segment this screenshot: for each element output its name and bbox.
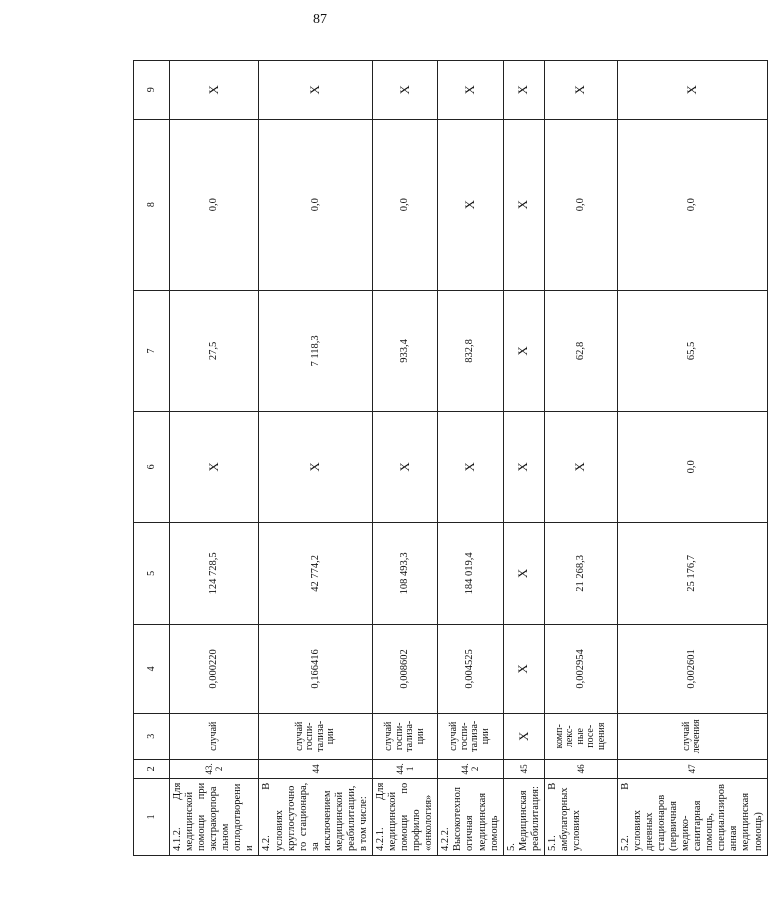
row-title-text: 4.2.1. Для медицинской помощи по профилю «онкология» — [375, 782, 435, 851]
col6-cell: Х — [259, 412, 373, 522]
row-title — [503, 778, 544, 855]
col5-cell: 184 019,4 — [438, 522, 503, 625]
col6-cell: Х — [170, 412, 259, 522]
unit-cell: случай госпи- тализа- ции — [438, 713, 503, 759]
cost-cell: Х — [503, 625, 544, 713]
tariff-table-container — [133, 60, 768, 856]
row-title — [170, 778, 259, 855]
col8-cell: Х — [503, 119, 544, 290]
col7-cell: 933,4 — [373, 290, 438, 411]
col8-cell: 0,0 — [170, 119, 259, 290]
tariff-table — [133, 60, 768, 856]
unit-cell: комп- лекс- ные посе- щения — [544, 713, 617, 759]
unit-cell: случай госпи- тализа- ции — [373, 713, 438, 759]
table-row — [259, 61, 373, 856]
row-code: 46 — [544, 759, 617, 778]
col7-cell: 27,5 — [170, 290, 259, 411]
col6-cell: 0,0 — [617, 412, 767, 522]
row-title-text: 4.2.2. Высокотехнологичная медицинская помощь — [440, 787, 500, 851]
col9-cell: Х — [503, 61, 544, 120]
header-cell-7: 7 — [134, 290, 170, 411]
header-cell-4: 4 — [134, 625, 170, 713]
row-title — [373, 778, 438, 855]
table-row — [503, 61, 544, 856]
col7-cell: Х — [503, 290, 544, 411]
header-row — [134, 61, 170, 856]
cost-cell: 0,002954 — [544, 625, 617, 713]
col7-cell: 832,8 — [438, 290, 503, 411]
col5-cell: 21 268,3 — [544, 522, 617, 625]
cost-cell: 0,002601 — [617, 625, 767, 713]
row-title-text: 5.1. В амбулаторных условиях — [546, 782, 582, 851]
row-code: 44 — [259, 759, 373, 778]
row-code: 45 — [503, 759, 544, 778]
row-title-text: 5.2. В условиях дневных стационаров (первичная медико-санитарная помощь, специализированная медицинская помощь) — [619, 782, 764, 851]
unit-cell: случай госпи- тализа- ции — [259, 713, 373, 759]
row-code: 43.2 — [170, 759, 259, 778]
col8-cell: 0,0 — [373, 119, 438, 290]
col5-cell: 124 728,5 — [170, 522, 259, 625]
header-cell-9: 9 — [134, 61, 170, 120]
col9-cell: Х — [373, 61, 438, 120]
row-code: 47 — [617, 759, 767, 778]
header-cell-6: 6 — [134, 412, 170, 522]
page-number: 87 — [313, 12, 327, 27]
col7-cell: 62,8 — [544, 290, 617, 411]
col9-cell: Х — [544, 61, 617, 120]
row-title — [438, 778, 503, 855]
row-title-text: 4.1.2. Для медицинской помощи при экстракорпоральном оплодотворении — [172, 782, 256, 851]
col7-cell: 7 118,3 — [259, 290, 373, 411]
unit-cell: Х — [503, 713, 544, 759]
unit-cell: случай — [170, 713, 259, 759]
col6-cell: Х — [503, 412, 544, 522]
header-cell-1: 1 — [134, 778, 170, 855]
cost-cell: 0,008602 — [373, 625, 438, 713]
header-cell-5: 5 — [134, 522, 170, 625]
col9-cell: Х — [438, 61, 503, 120]
row-title — [259, 778, 373, 855]
col5-cell: Х — [503, 522, 544, 625]
col9-cell: Х — [617, 61, 767, 120]
table-row — [373, 61, 438, 856]
col8-cell: Х — [438, 119, 503, 290]
col5-cell: 25 176,7 — [617, 522, 767, 625]
col9-cell: Х — [170, 61, 259, 120]
cost-cell: 0,000220 — [170, 625, 259, 713]
col5-cell: 108 493,3 — [373, 522, 438, 625]
row-code: 44.2 — [438, 759, 503, 778]
cost-cell: 0,166416 — [259, 625, 373, 713]
col8-cell: 0,0 — [617, 119, 767, 290]
table-row — [617, 61, 767, 856]
col6-cell: Х — [438, 412, 503, 522]
header-cell-8: 8 — [134, 119, 170, 290]
row-code: 44.1 — [373, 759, 438, 778]
header-cell-2: 2 — [134, 759, 170, 778]
table-body — [134, 61, 768, 856]
col9-cell: Х — [259, 61, 373, 120]
table-row — [170, 61, 259, 856]
table-row — [544, 61, 617, 856]
cost-cell: 0,004525 — [438, 625, 503, 713]
col5-cell: 42 774,2 — [259, 522, 373, 625]
unit-cell: случай лечения — [617, 713, 767, 759]
col7-cell: 65,5 — [617, 290, 767, 411]
col6-cell: Х — [373, 412, 438, 522]
table-row — [438, 61, 503, 856]
row-title-text: 5. Медицинская реабилитация: — [505, 786, 541, 851]
header-cell-3: 3 — [134, 713, 170, 759]
row-title — [544, 778, 617, 855]
row-title-text: 4.2. В условиях круглосуточного стационара, за исключением медицинской реабилитации, в том числе: — [261, 782, 369, 851]
col6-cell: Х — [544, 412, 617, 522]
row-title — [617, 778, 767, 855]
col8-cell: 0,0 — [544, 119, 617, 290]
col8-cell: 0,0 — [259, 119, 373, 290]
